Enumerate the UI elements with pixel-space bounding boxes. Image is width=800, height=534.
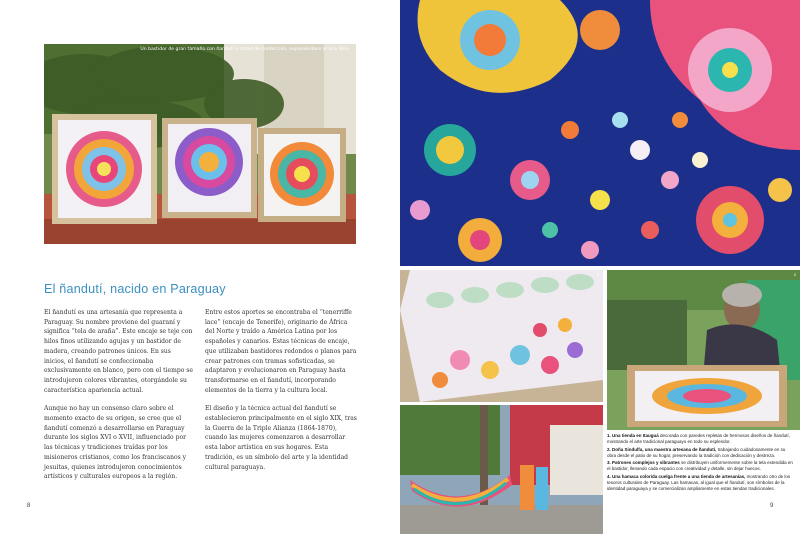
caption-item [607, 460, 795, 472]
caption-number: 4. [607, 474, 611, 480]
photo-artisan [607, 270, 800, 430]
caption-bold: Patrones complejos y vibrantes [612, 460, 680, 466]
photo-number-badge: 3 [596, 272, 599, 277]
photo-caption: Un bastidor de gran tamaño con ñandutí a mitad de confección, exponiéndose al aire libre. [140, 47, 350, 52]
text-column-1 [44, 308, 194, 491]
caption-item [607, 433, 795, 445]
photo-hammock-shop [400, 405, 603, 534]
caption-number: 3. [607, 460, 611, 466]
caption-number: 2. [607, 446, 611, 452]
caption-bold: Doña Sindulfa, una maestra artesana de ñandutí, [612, 446, 717, 452]
photo-store-wall-illustration [400, 0, 800, 266]
photo-hammock-shop-illustration [400, 405, 603, 534]
caption-item [607, 474, 795, 492]
caption-text: trabajando cuidadosamente en su obra desde el patio de su hogar, preservando la tradición con dedicación y destreza. [607, 446, 786, 458]
caption-text: decorada con paredes repletas de hermosos diseños de ñandutí, mostrando el arte tradicional paraguayo en todo su esplendor. [607, 433, 790, 445]
photo-lace-patterns [400, 270, 603, 402]
section-title: El ñandutí, nacido en Paraguay [44, 282, 226, 296]
caption-bold: Una hamaca colorida cuelga frente a una tienda de artesanías, [612, 474, 746, 480]
photo-store-wall [400, 0, 800, 266]
paragraph: Entre estos aportes se encontraba el “tenerriffe lace” (encaje de Tenerife), originario de África del Norte y traído a América Latina por los españoles y canarios. Estas técnicas de encaje, que utilizaban bastidores redondos o planos para crear patrones con tramas sofisticadas, se adaptaron y evolucionaron en Paraguay hasta transformarse en el ñandutí, incorporando elementos de la tierra y la cultura local. [205, 309, 357, 394]
paragraph: Aunque no hay un consenso claro sobre el momento exacto de su origen, se cree que el ñandutí comenzó a desarrollarse en Paraguay durante los siglos XVI o XVII, influenciado por las técnicas y tradiciones traídas por los misioneros cristianos, como los franciscanos y jesuitas, quienes introdujeron conocimientos artísticos y culturales europeos a la región. [44, 405, 187, 481]
caption-item [607, 447, 795, 459]
paragraph: El ñandutí es una artesanía que representa a Paraguay. Su nombre proviene del guaraní y significa “tela de araña”. Este encaje se teje con hilos finos utilizando agujas y un bastidor de madera, creando patrones únicos. En sus inicios, el ñandutí se confeccionaba exclusivamente en blanco, pero con el tiempo se introdujeron colores vibrantes, otorgándole su característica apariencia actual. [44, 309, 193, 394]
text-column-2 [205, 308, 357, 481]
photo-artisan-illustration [607, 270, 800, 430]
photo-lace-patterns-illustration [400, 270, 603, 402]
paragraph: El diseño y la técnica actual del ñandutí se establecieron principalmente en el siglo XIX, tras la Guerra de la Triple Alianza (1864-1870), cuando las mujeres comenzaron a desarrollar esta labor artística en sus hogares. Esta tradición, es un símbolo del arte y la identidad cultural paraguaya. [205, 405, 357, 471]
caption-bold: Una tienda en Itauguá [612, 433, 659, 438]
photo-captions [607, 433, 795, 494]
caption-text: mostrando otro de los tesoros culturales de Paraguay. Las hamacas, al igual que el ñandutí, son símbolos de la identidad paraguaya y se comercializan ampliamente en estas tiendas tradicionales. [607, 474, 791, 492]
right-page [400, 0, 800, 534]
photo-frames-illustration [44, 44, 356, 244]
photo-frames [44, 44, 356, 244]
page-number-left: 8 [27, 503, 31, 509]
caption-number: 1. [607, 433, 611, 438]
photo-number-badge: 2 [793, 272, 796, 277]
page-number-right: 9 [770, 503, 774, 509]
caption-text: se distribuyen uniformemente sobre la tela extendida en el bastidor, llenando cada espacio con creatividad y detalle, sin dejar huecos. [607, 460, 793, 472]
